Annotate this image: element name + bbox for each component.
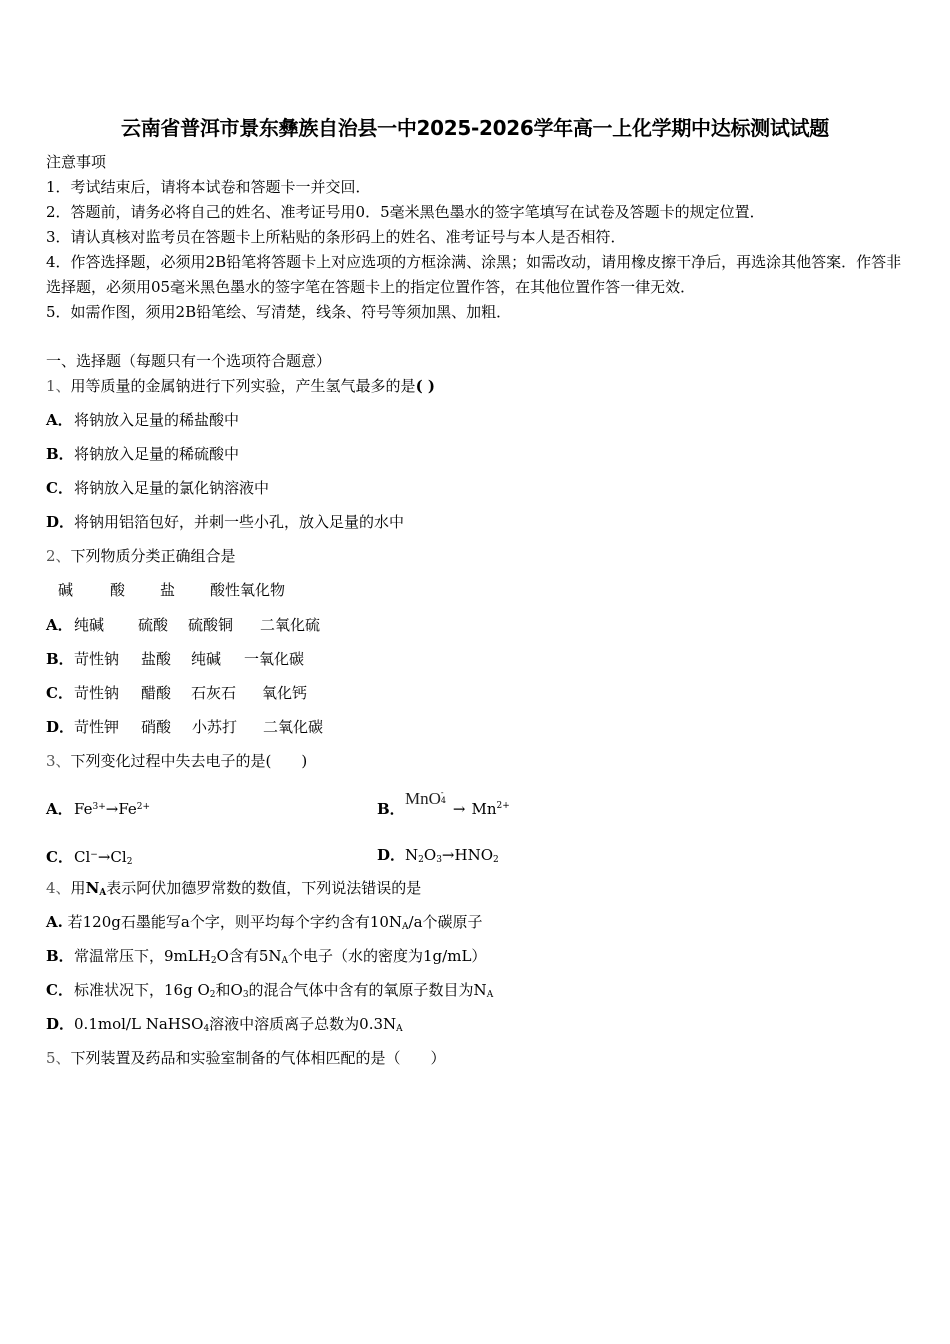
q1-option-b [46,444,239,464]
question-stem: 表示阿伏加德罗常数的数值，下列说法错误的是 [106,879,422,897]
option-text: 常温常压下，9mLH [74,947,211,965]
formula-part: Cl [74,848,91,866]
table-cell: 盐酸 [141,650,172,668]
table-cell: 纯碱 [74,616,105,634]
table-cell: 纯碱 [191,650,222,668]
formula-sub: 4 [203,1024,210,1034]
formula-sup: - [440,788,444,797]
option-label: D． [377,846,406,864]
formula-part: Cl [110,848,127,866]
option-label: D． [46,718,75,736]
formula-sup: 3+ [92,802,106,812]
question-1 [46,376,435,396]
option-label: B． [46,650,74,668]
option-label: A． [46,616,73,634]
table-cell: 石灰石 [191,684,237,702]
question-3 [46,751,307,771]
header-cell: 盐 [160,581,176,599]
table-cell: 硫酸铜 [188,616,234,634]
option-text: O含有5N [216,947,282,965]
formula-part: HNO [454,846,494,864]
q2-option-c [46,683,307,703]
question-stem: 用 [70,879,86,897]
option-label: C． [46,479,73,497]
option-text: 将钠放入足量的稀硫酸中 [74,445,240,463]
notice-item-5: 5．如需作图，须用2B铅笔绘、写清楚，线条、符号等须加黑、加粗． [46,303,512,321]
option-text: /a个碳原子 [408,913,483,931]
question-stem: 用等质量的金属钠进行下列实验，产生氢气最多的是 [70,377,416,395]
section-heading: 一、选择题（每题只有一个选项符合题意） [46,352,332,370]
q4-option-b [46,946,486,971]
option-label: B． [46,947,74,965]
formula-sub: 3 [242,990,249,1000]
question-2 [46,546,236,566]
formula-sub: 2 [126,857,133,867]
table-cell: 苛性钾 [74,718,120,736]
answer-paren: ( ) [415,377,435,395]
formula-part: N [405,846,419,864]
option-label: A． [46,411,73,429]
question-stem: 下列装置及药品和实验室制备的气体相匹配的是（ ） [70,1049,446,1067]
formula-sub: 2 [418,855,424,865]
question-5 [46,1048,446,1068]
option-label: D． [46,513,75,531]
formula-sub: A [486,990,494,1000]
question-number: 3、 [46,752,71,770]
question-number: 1、 [46,377,71,395]
notice-item-3: 3．请认真核对监考员在答题卡上所粘贴的条形码上的姓名、准考证号与本人是否相符． [46,228,626,246]
formula-part: Mn [471,800,497,818]
option-label: C． [46,848,73,866]
notice-item-1: 1．考试结束后，请将本试卷和答题卡一并交回． [46,178,371,196]
formula-sub: A [281,956,289,966]
question-stem: 下列物质分类正确组合是 [70,547,236,565]
table-cell: 醋酸 [141,684,172,702]
option-text: 0.1mol/L NaHSO [74,1015,204,1033]
header-cell: 碱 [58,581,74,599]
arrow: → [97,848,111,866]
q4-option-c [46,980,493,1005]
formula-part: MnO [405,789,441,808]
option-label: B． [377,800,405,818]
notice-item-4: 4．作答选择题，必须用2B铅笔将答题卡上对应选项的方框涂满、涂黑；如需改动，请用橡皮擦干净后，再选涂其他答案．作答非选择题，必须用05毫米黑色墨水的签字笔在答题卡上的指定位置作答，在其他位置作答一律无效． [46,253,902,296]
page-title: 云南省普洱市景东彝族自治县一中2025-2026学年高一上化学期中达标测试试题 [121,116,829,140]
constant-symbol: N [85,879,100,897]
q2-option-b [46,649,304,669]
formula-part: Fe [118,800,137,818]
q3-option-b [377,788,510,818]
table-cell: 氧化钙 [262,684,308,702]
formula-sup: 2+ [496,801,510,811]
option-label: B． [46,445,74,463]
formula-part: O [423,846,437,864]
table-cell: 二氧化硫 [260,616,321,634]
option-text: 溶液中溶质离子总数为0.3N [209,1015,397,1033]
question-number: 4、 [46,879,71,897]
table-cell: 一氧化碳 [244,650,305,668]
q3-option-a [46,797,150,819]
question-4 [46,878,421,903]
option-text: 将钠放入足量的稀盐酸中 [74,411,240,429]
option-text: 和O [215,981,243,999]
option-label: C． [46,684,73,702]
question-number: 5、 [46,1049,71,1067]
formula-sup: − [90,850,98,860]
arrow: → [105,800,119,818]
table-cell: 硫酸 [138,616,169,634]
q3-option-d [377,845,499,870]
formula-sub: 2 [209,990,216,1000]
q1-option-a [46,410,239,430]
header-cell: 酸性氧化物 [210,581,286,599]
arrow: → [452,800,466,818]
formula-sub: A [99,888,107,898]
q2-table-header [58,580,285,600]
table-cell: 二氧化碳 [263,718,324,736]
formula-part: Fe [74,800,93,818]
table-cell: 硝酸 [141,718,172,736]
table-cell: 小苏打 [192,718,238,736]
option-label: C． [46,981,73,999]
q4-option-d [46,1014,403,1039]
option-label: D． [46,1015,75,1033]
q1-option-c [46,478,269,498]
table-cell: 苛性钠 [74,650,120,668]
q4-option-a [46,912,483,937]
formula-sub: A [396,1024,403,1034]
q2-option-a [46,615,320,635]
option-text: 个电子（水的密度为1g/mL） [288,947,487,965]
option-text: 标准状况下，16g O [74,981,210,999]
option-text: 的混合气体中含有的氧原子数目为N [248,981,487,999]
question-stem: 下列变化过程中失去电子的是( ) [70,752,308,770]
option-label: A． [46,800,73,818]
table-cell: 苛性钠 [74,684,120,702]
formula-sub: A [402,922,409,932]
formula-sub: 2 [493,855,499,865]
q1-option-d [46,512,404,532]
q2-option-d [46,717,323,737]
option-text: 将钠用铝箔包好，并刺一些小孔，放入足量的水中 [74,513,405,531]
q3-option-c [46,845,132,872]
notice-heading: 注意事项 [46,153,107,171]
header-cell: 酸 [110,581,126,599]
question-number: 2、 [46,547,71,565]
arrow: → [441,846,455,864]
notice-item-2: 2．答题前，请务必将自己的姓名、准考证号用0．5毫米黑色墨水的签字笔填写在试卷及答题卡的规定位置． [46,203,765,221]
option-text: 将钠放入足量的氯化钠溶液中 [74,479,270,497]
option-label: A. [46,913,63,931]
formula-sub: 2 [210,956,217,966]
formula-sub: 3 [436,855,442,865]
formula-sup: 2+ [136,802,151,812]
option-text: 若120g石墨能写a个字，则平均每个字约含有10N [62,913,403,931]
formula-sub: 4 [440,796,446,805]
